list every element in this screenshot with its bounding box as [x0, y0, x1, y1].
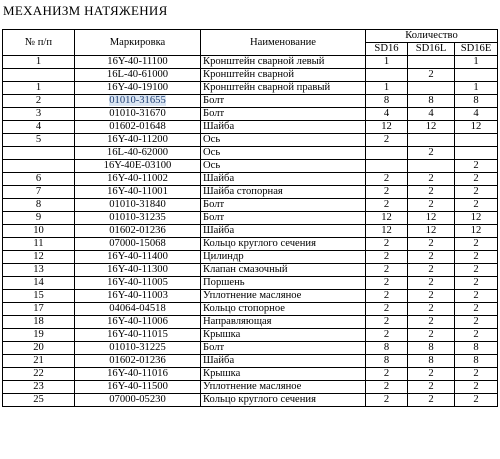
row-number: 13: [3, 264, 75, 277]
row-qty-sd16: 12: [366, 121, 408, 134]
row-qty-sd16: 2: [366, 277, 408, 290]
row-number: 15: [3, 290, 75, 303]
row-marking: 16Y-40-11015: [75, 329, 201, 342]
row-number: [3, 147, 75, 160]
header-name: Наименование: [201, 30, 366, 56]
row-qty-sd16l: [408, 134, 455, 147]
row-qty-sd16e: 2: [455, 251, 498, 264]
row-qty-sd16: 2: [366, 381, 408, 394]
row-qty-sd16: 2: [366, 368, 408, 381]
row-qty-sd16: [366, 160, 408, 173]
row-marking: 16Y-40-11005: [75, 277, 201, 290]
row-number: 4: [3, 121, 75, 134]
row-qty-sd16l: 2: [408, 238, 455, 251]
table-row: [3, 95, 498, 108]
row-marking: 16Y-40-11200: [75, 134, 201, 147]
row-number: 17: [3, 303, 75, 316]
row-marking: 07000-05230: [75, 394, 201, 407]
row-qty-sd16l: 2: [408, 277, 455, 290]
row-name: Болт: [201, 108, 366, 121]
row-qty-sd16: 1: [366, 82, 408, 95]
row-name: Болт: [201, 95, 366, 108]
row-name: Кольцо стопорное: [201, 303, 366, 316]
row-marking: 16Y-40-11001: [75, 186, 201, 199]
row-qty-sd16l: 2: [408, 147, 455, 160]
row-marking: 16Y-40-11400: [75, 251, 201, 264]
row-qty-sd16e: 2: [455, 316, 498, 329]
row-number: 18: [3, 316, 75, 329]
row-number: 11: [3, 238, 75, 251]
table-row: [3, 82, 498, 95]
row-number: 21: [3, 355, 75, 368]
table-row: [3, 381, 498, 394]
row-qty-sd16e: 8: [455, 355, 498, 368]
row-qty-sd16e: [455, 147, 498, 160]
row-qty-sd16e: 2: [455, 199, 498, 212]
row-qty-sd16: 8: [366, 355, 408, 368]
row-qty-sd16l: 2: [408, 69, 455, 82]
row-qty-sd16e: 2: [455, 381, 498, 394]
row-qty-sd16l: 4: [408, 108, 455, 121]
row-qty-sd16: 2: [366, 329, 408, 342]
table-row: [3, 342, 498, 355]
row-qty-sd16e: 8: [455, 342, 498, 355]
table-row: [3, 186, 498, 199]
row-qty-sd16: 2: [366, 303, 408, 316]
row-name: Шайба: [201, 173, 366, 186]
table-row: [3, 69, 498, 82]
row-qty-sd16l: 2: [408, 394, 455, 407]
table-row: [3, 225, 498, 238]
row-qty-sd16: 12: [366, 225, 408, 238]
row-qty-sd16e: 2: [455, 394, 498, 407]
row-number: 25: [3, 394, 75, 407]
row-marking: 16Y-40-11002: [75, 173, 201, 186]
table-row: [3, 199, 498, 212]
row-number: [3, 160, 75, 173]
row-marking: 01602-01236: [75, 225, 201, 238]
header-row: [3, 30, 498, 43]
row-qty-sd16e: 2: [455, 368, 498, 381]
row-marking: 16Y-40-11016: [75, 368, 201, 381]
row-marking: 01010-31235: [75, 212, 201, 225]
parts-table: [2, 29, 498, 407]
row-qty-sd16: [366, 69, 408, 82]
row-name: Кронштейн сварной правый: [201, 82, 366, 95]
row-number: 8: [3, 199, 75, 212]
row-marking: 16Y-40-19100: [75, 82, 201, 95]
row-name: Болт: [201, 199, 366, 212]
row-qty-sd16: 2: [366, 316, 408, 329]
row-name: Ось: [201, 147, 366, 160]
table-row: [3, 251, 498, 264]
row-qty-sd16l: [408, 56, 455, 69]
row-qty-sd16e: 8: [455, 95, 498, 108]
table-row: [3, 134, 498, 147]
row-qty-sd16e: 1: [455, 82, 498, 95]
row-name: Уплотнение масляное: [201, 290, 366, 303]
row-qty-sd16e: 2: [455, 238, 498, 251]
row-marking: [75, 95, 201, 108]
row-qty-sd16l: 2: [408, 329, 455, 342]
row-qty-sd16l: 2: [408, 368, 455, 381]
row-qty-sd16: 2: [366, 394, 408, 407]
row-name: Шайба стопорная: [201, 186, 366, 199]
row-qty-sd16l: 2: [408, 303, 455, 316]
row-qty-sd16e: 2: [455, 290, 498, 303]
row-qty-sd16l: 8: [408, 95, 455, 108]
row-qty-sd16: 2: [366, 173, 408, 186]
row-number: 1: [3, 82, 75, 95]
row-qty-sd16: 8: [366, 95, 408, 108]
table-row: [3, 264, 498, 277]
table-row: [3, 56, 498, 69]
row-number: 14: [3, 277, 75, 290]
row-name: Уплотнение масляное: [201, 381, 366, 394]
row-number: 1: [3, 56, 75, 69]
row-qty-sd16: 2: [366, 134, 408, 147]
table-row: [3, 160, 498, 173]
row-name: Кронштейн сварной: [201, 69, 366, 82]
row-number: 3: [3, 108, 75, 121]
row-qty-sd16: 2: [366, 199, 408, 212]
row-marking: 16Y-40-11500: [75, 381, 201, 394]
row-name: Кольцо круглого сечения: [201, 238, 366, 251]
row-number: 7: [3, 186, 75, 199]
table-row: [3, 173, 498, 186]
table-row: [3, 108, 498, 121]
row-qty-sd16l: 8: [408, 342, 455, 355]
document-title: МЕХАНИЗМ НАТЯЖЕНИЯ: [3, 3, 168, 18]
row-marking: 01010-31225: [75, 342, 201, 355]
row-marking: 16Y-40-11100: [75, 56, 201, 69]
row-qty-sd16l: 8: [408, 355, 455, 368]
row-number: 9: [3, 212, 75, 225]
row-qty-sd16l: 2: [408, 316, 455, 329]
row-qty-sd16l: 12: [408, 225, 455, 238]
row-number: 6: [3, 173, 75, 186]
row-qty-sd16l: 2: [408, 186, 455, 199]
row-marking: 16Y-40-11003: [75, 290, 201, 303]
row-qty-sd16: 2: [366, 238, 408, 251]
row-marking: 16Y-40E-03100: [75, 160, 201, 173]
row-qty-sd16e: 2: [455, 160, 498, 173]
row-qty-sd16l: [408, 82, 455, 95]
row-name: Шайба: [201, 121, 366, 134]
row-qty-sd16e: 12: [455, 212, 498, 225]
table-row: [3, 238, 498, 251]
row-name: Поршень: [201, 277, 366, 290]
row-name: Направляющая: [201, 316, 366, 329]
table-row: [3, 147, 498, 160]
row-qty-sd16e: 2: [455, 173, 498, 186]
table-row: [3, 212, 498, 225]
header-marking: Маркировка: [75, 30, 201, 56]
row-qty-sd16e: [455, 134, 498, 147]
table-row: [3, 394, 498, 407]
row-number: 22: [3, 368, 75, 381]
row-qty-sd16e: 4: [455, 108, 498, 121]
table-row: [3, 277, 498, 290]
table-row: [3, 290, 498, 303]
row-qty-sd16l: 2: [408, 290, 455, 303]
row-qty-sd16: [366, 147, 408, 160]
row-qty-sd16e: 2: [455, 277, 498, 290]
row-qty-sd16e: 12: [455, 121, 498, 134]
table-row: [3, 355, 498, 368]
row-qty-sd16e: 2: [455, 264, 498, 277]
row-name: Ось: [201, 134, 366, 147]
table-row: [3, 303, 498, 316]
row-marking: 01010-31670: [75, 108, 201, 121]
row-qty-sd16e: [455, 69, 498, 82]
row-marking: 01602-01648: [75, 121, 201, 134]
row-qty-sd16: 2: [366, 290, 408, 303]
row-name: Клапан смазочный: [201, 264, 366, 277]
header-model-sd16l: SD16L: [408, 43, 455, 56]
table-row: [3, 329, 498, 342]
row-marking: 07000-15068: [75, 238, 201, 251]
row-qty-sd16e: 12: [455, 225, 498, 238]
row-name: Шайба: [201, 225, 366, 238]
row-qty-sd16l: 2: [408, 199, 455, 212]
row-marking: 16L-40-62000: [75, 147, 201, 160]
header-model-sd16e: SD16E: [455, 43, 498, 56]
header-num: № п/п: [3, 30, 75, 56]
row-qty-sd16e: 2: [455, 303, 498, 316]
row-qty-sd16l: 12: [408, 121, 455, 134]
row-qty-sd16: 4: [366, 108, 408, 121]
row-qty-sd16l: 2: [408, 173, 455, 186]
row-number: 20: [3, 342, 75, 355]
row-name: Ось: [201, 160, 366, 173]
header-quantity: Количество: [366, 30, 498, 43]
row-number: 19: [3, 329, 75, 342]
row-name: Крышка: [201, 329, 366, 342]
table-row: [3, 368, 498, 381]
row-number: 12: [3, 251, 75, 264]
row-qty-sd16: 2: [366, 251, 408, 264]
highlighted-marking[interactable]: 01010-31655: [109, 95, 166, 106]
row-name: Цилиндр: [201, 251, 366, 264]
row-marking: 16Y-40-11300: [75, 264, 201, 277]
row-qty-sd16: 8: [366, 342, 408, 355]
row-name: Болт: [201, 212, 366, 225]
table-body: [3, 56, 498, 407]
row-qty-sd16l: 2: [408, 381, 455, 394]
row-name: Шайба: [201, 355, 366, 368]
row-name: Кронштейн сварной левый: [201, 56, 366, 69]
row-number: 10: [3, 225, 75, 238]
row-name: Кольцо круглого сечения: [201, 394, 366, 407]
row-number: 2: [3, 95, 75, 108]
row-qty-sd16e: 1: [455, 56, 498, 69]
row-name: Крышка: [201, 368, 366, 381]
row-qty-sd16l: [408, 160, 455, 173]
row-marking: 04064-04518: [75, 303, 201, 316]
row-qty-sd16l: 2: [408, 251, 455, 264]
row-qty-sd16: 2: [366, 186, 408, 199]
row-qty-sd16l: 2: [408, 264, 455, 277]
row-name: Болт: [201, 342, 366, 355]
row-qty-sd16: 1: [366, 56, 408, 69]
header-model-sd16: SD16: [366, 43, 408, 56]
row-qty-sd16: 12: [366, 212, 408, 225]
row-qty-sd16l: 12: [408, 212, 455, 225]
row-marking: 01010-31840: [75, 199, 201, 212]
row-number: [3, 69, 75, 82]
row-marking: 16Y-40-11006: [75, 316, 201, 329]
row-number: 23: [3, 381, 75, 394]
table-row: [3, 316, 498, 329]
row-number: 5: [3, 134, 75, 147]
row-marking: 16L-40-61000: [75, 69, 201, 82]
row-qty-sd16: 2: [366, 264, 408, 277]
row-marking: 01602-01236: [75, 355, 201, 368]
row-qty-sd16e: 2: [455, 186, 498, 199]
table-row: [3, 121, 498, 134]
row-qty-sd16e: 2: [455, 329, 498, 342]
